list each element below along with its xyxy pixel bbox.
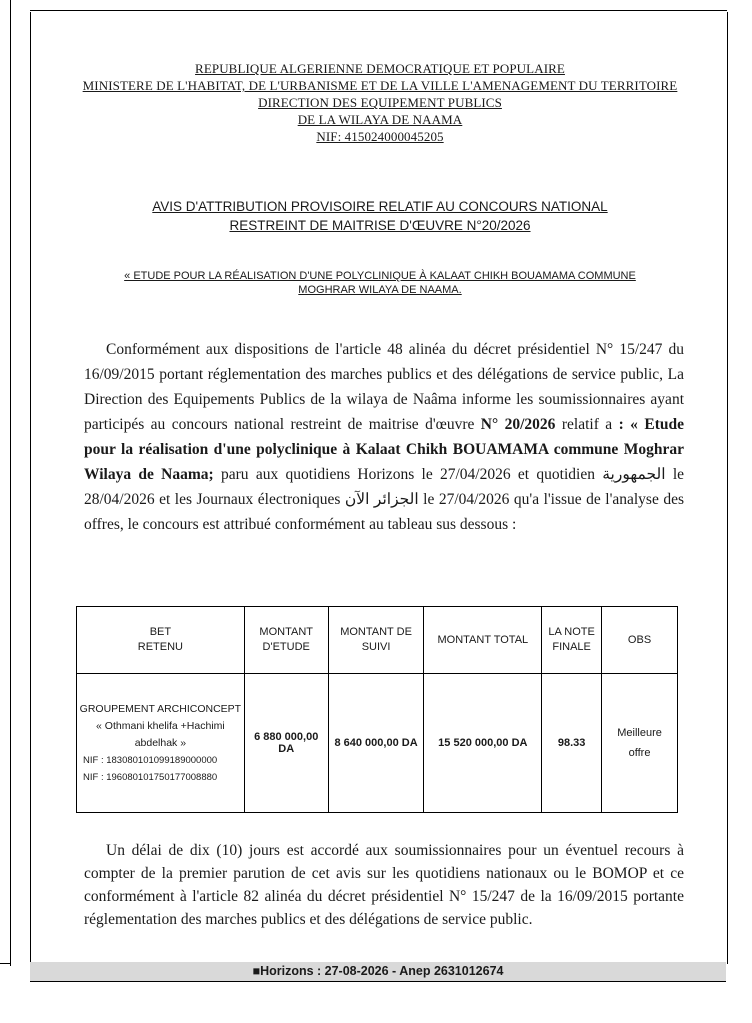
table-header-row (77, 607, 678, 674)
p1-project: : « Etude pour la réalisation d'une polyclinique à Kalaat Chikh BOUAMAMA commune Moghrar Wilaya de Naama; (84, 416, 684, 483)
col-note (542, 607, 602, 674)
header-direction: DIRECTION DES EQUIPEMENT PUBLICS (258, 95, 502, 110)
bet-members-2: abdelhak » (134, 736, 187, 749)
cell-total: 15 520 000,00 DA (424, 674, 542, 813)
col-note-l1: LA NOTE (548, 626, 595, 638)
p1-text-a: Conformément aux dispositions de l'article 48 alinéa du décret présidentiel N° 15/247 du 16/09/2015 portant réglementation des marches publics et des délégations de service public, La Direction des Equipements Publics de la wilaya de Naâma informe les soumissionnaires ayant participés au concours national restreint de maitrise d'œuvre (84, 341, 684, 433)
left-column-rule (0, 0, 11, 966)
header-nif: NIF: 415024000045205 (316, 129, 444, 144)
col-suivi-l2: SUIVI (361, 641, 391, 653)
paragraph-award (84, 337, 684, 537)
col-suivi-l1: MONTANT DE (340, 626, 412, 638)
issuer-header (40, 60, 720, 145)
bet-name: GROUPEMENT ARCHICONCEPT (79, 702, 242, 715)
publication-footer: ■Horizons : 27-08-2026 - Anep 2631012674 (30, 962, 726, 982)
notice-subject (40, 269, 720, 297)
cell-bet (77, 674, 245, 813)
obs-l1: Meilleure (617, 727, 662, 739)
title-line-2: RESTREINT DE MAITRISE D'ŒUVRE N°20/2026 (229, 218, 531, 233)
header-wilaya: DE LA WILAYA DE NAAMA (297, 112, 463, 127)
p1-text-f: le 28/04/2026 et les Journaux électroniques (84, 466, 684, 508)
cell-etude: 6 880 000,00 DA (244, 674, 328, 813)
table-row (77, 674, 678, 813)
bet-members-1: « Othmani khelifa +Hachimi (96, 719, 225, 732)
frame-top-border (30, 10, 727, 11)
bet-nif-2: NIF : 196080101750177008880 (83, 771, 218, 783)
bet-nif-1: NIF : 183080101099189000000 (83, 754, 218, 766)
subject-line-1: « ETUDE POUR LA RÉALISATION D'UNE POLYCLINIQUE À KALAAT CHIKH BOUAMAMA COMMUNE (124, 270, 636, 282)
col-etude (244, 607, 328, 674)
col-suivi (328, 607, 424, 674)
p1-arabic-journal: الجزائر الآن (344, 491, 419, 508)
p1-arabic-newspaper: الجمهورية (602, 466, 666, 483)
p1-text-e: paru aux quotidiens Horizons le 27/04/2026 et quotidien (213, 466, 603, 483)
col-total: MONTANT TOTAL (424, 607, 542, 674)
col-etude-l2: D'ETUDE (262, 641, 310, 653)
col-bet-l2: RETENU (137, 641, 183, 653)
obs-l2: offre (628, 747, 651, 759)
paragraph-appeal: Un délai de dix (10) jours est accordé aux soumissionnaires pour un éventuel recours à compter de la premier parution de cet avis sur les quotidiens nationaux ou le BOMOP et ce conformément à l'article 82 alinéa du décret présidentiel N° 15/247 de la 16/09/2015 portante réglementation des marches publics et des délégations de service public. (84, 842, 684, 928)
cell-note: 98.33 (542, 674, 602, 813)
cell-suivi: 8 640 000,00 DA (328, 674, 424, 813)
subject-line-2: MOGHRAR WILAYA DE NAAMA. (298, 284, 462, 296)
header-ministry: MINISTERE DE L'HABITAT, DE L'URBANISME ET DE LA VILLE L'AMENAGEMENT DU TERRITOIRE (82, 78, 678, 93)
p1-ref-number: N° 20/2026 (480, 416, 556, 433)
col-etude-l1: MONTANT (259, 626, 313, 638)
left-bottom-rule (0, 963, 10, 964)
col-bet (77, 607, 245, 674)
notice-title (40, 197, 720, 235)
col-note-l2: FINALE (552, 641, 591, 653)
award-table (76, 606, 678, 813)
col-bet-l1: BET (149, 626, 172, 638)
header-republic: REPUBLIQUE ALGERIENNE DEMOCRATIQUE ET POPULAIRE (195, 61, 565, 76)
col-obs: OBS (602, 607, 678, 674)
p1-text-c: relatif a (555, 416, 619, 433)
p1-text-g: le 27/04/2026 qu'a l'issue de l'analyse des offres, le concours est attribué conformément au tableau sus dessous : (84, 491, 684, 533)
title-line-1: AVIS D'ATTRIBUTION PROVISOIRE RELATIF AU CONCOURS NATIONAL (152, 199, 608, 214)
cell-obs (602, 674, 678, 813)
